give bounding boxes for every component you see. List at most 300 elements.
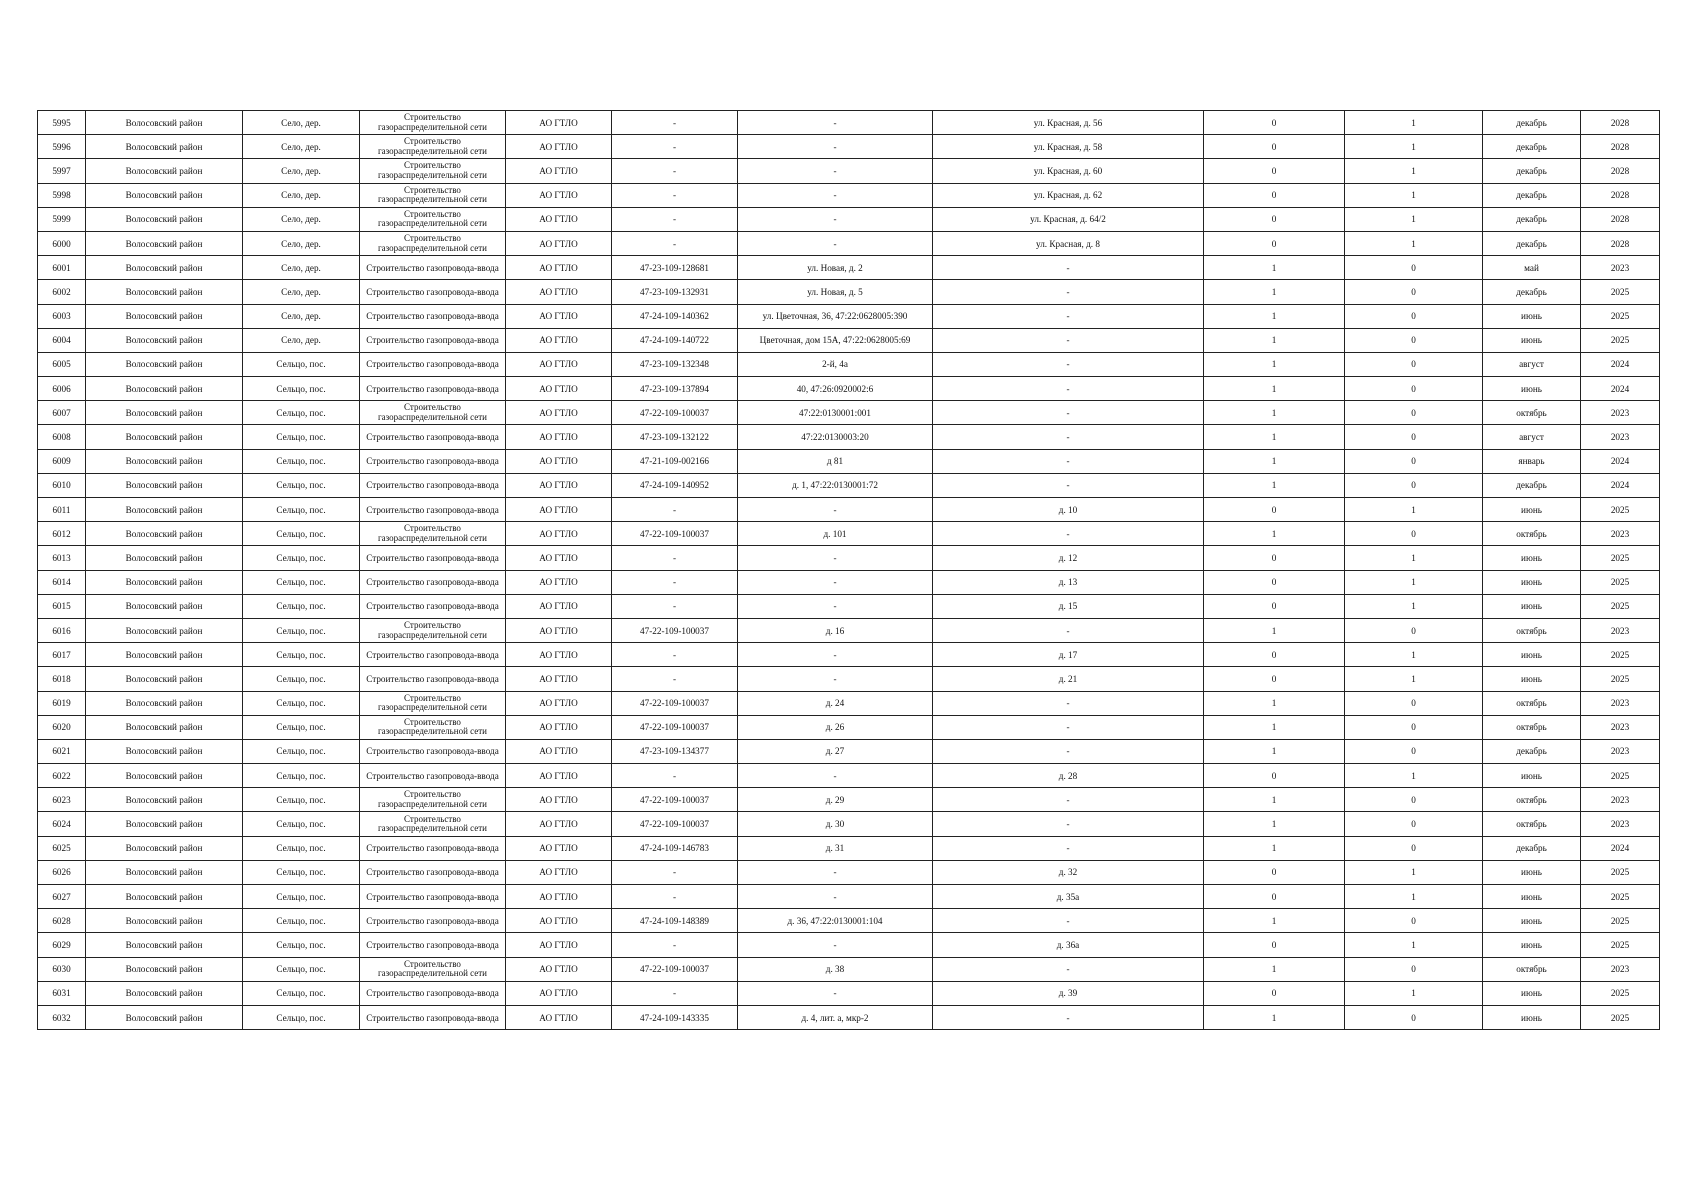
organization-cell: АО ГТЛО — [506, 836, 612, 860]
address-cell: ул. Новая, д. 5 — [738, 280, 933, 304]
planned-address-cell: д. 32 — [933, 860, 1204, 884]
planned-address-cell: - — [933, 1005, 1204, 1029]
row-number-cell: 6022 — [38, 764, 86, 788]
work-type-cell: Строительство газопровода-ввода — [360, 933, 506, 957]
count-a-cell: 0 — [1204, 135, 1345, 159]
planned-address-cell: ул. Красная, д. 58 — [933, 135, 1204, 159]
work-type-cell: Строительство газопровода-ввода — [360, 256, 506, 280]
count-b-cell: 1 — [1345, 570, 1483, 594]
district-cell: Волосовский район — [86, 715, 243, 739]
count-b-cell: 0 — [1345, 909, 1483, 933]
settlement-cell: Село, дер. — [243, 231, 360, 255]
address-cell: - — [738, 933, 933, 957]
table-row — [38, 643, 1660, 667]
year-cell: 2025 — [1581, 328, 1660, 352]
table-row — [38, 183, 1660, 207]
district-cell: Волосовский район — [86, 546, 243, 570]
count-a-cell: 1 — [1204, 691, 1345, 715]
table-row — [38, 449, 1660, 473]
work-type-cell: Строительство газораспределительной сети — [360, 159, 506, 183]
organization-cell: АО ГТЛО — [506, 570, 612, 594]
address-cell: 47:22:0130001:001 — [738, 401, 933, 425]
year-cell: 2025 — [1581, 764, 1660, 788]
planned-address-cell: ул. Красная, д. 56 — [933, 111, 1204, 135]
count-a-cell: 1 — [1204, 377, 1345, 401]
planned-address-cell: - — [933, 328, 1204, 352]
settlement-cell: Сельцо, пос. — [243, 788, 360, 812]
row-number-cell: 5996 — [38, 135, 86, 159]
address-cell: 40, 47:26:0920002:6 — [738, 377, 933, 401]
organization-cell: АО ГТЛО — [506, 280, 612, 304]
month-cell: июнь — [1483, 377, 1581, 401]
count-a-cell: 1 — [1204, 328, 1345, 352]
district-cell: Волосовский район — [86, 981, 243, 1005]
organization-cell: АО ГТЛО — [506, 207, 612, 231]
month-cell: декабрь — [1483, 207, 1581, 231]
table-row — [38, 715, 1660, 739]
row-number-cell: 6004 — [38, 328, 86, 352]
year-cell: 2025 — [1581, 546, 1660, 570]
contract-number-cell: 47-23-109-137894 — [612, 377, 738, 401]
count-b-cell: 1 — [1345, 981, 1483, 1005]
address-cell: д. 38 — [738, 957, 933, 981]
organization-cell: АО ГТЛО — [506, 981, 612, 1005]
planned-address-cell: - — [933, 812, 1204, 836]
contract-number-cell: 47-23-109-132122 — [612, 425, 738, 449]
address-cell: д 81 — [738, 449, 933, 473]
table-row — [38, 691, 1660, 715]
contract-number-cell: - — [612, 570, 738, 594]
row-number-cell: 6016 — [38, 618, 86, 642]
contract-number-cell: - — [612, 207, 738, 231]
table-row — [38, 377, 1660, 401]
address-cell: д. 101 — [738, 522, 933, 546]
month-cell: декабрь — [1483, 739, 1581, 763]
month-cell: июнь — [1483, 546, 1581, 570]
work-type-cell: Строительство газопровода-ввода — [360, 643, 506, 667]
planned-address-cell: - — [933, 473, 1204, 497]
planned-address-cell: - — [933, 280, 1204, 304]
address-cell: - — [738, 498, 933, 522]
address-cell: д. 1, 47:22:0130001:72 — [738, 473, 933, 497]
count-b-cell: 0 — [1345, 377, 1483, 401]
contract-number-cell: 47-24-109-140722 — [612, 328, 738, 352]
count-b-cell: 1 — [1345, 764, 1483, 788]
table-row — [38, 933, 1660, 957]
table-row — [38, 280, 1660, 304]
month-cell: октябрь — [1483, 691, 1581, 715]
settlement-cell: Сельцо, пос. — [243, 860, 360, 884]
count-a-cell: 1 — [1204, 401, 1345, 425]
row-number-cell: 6024 — [38, 812, 86, 836]
organization-cell: АО ГТЛО — [506, 256, 612, 280]
address-cell: - — [738, 231, 933, 255]
table-row — [38, 885, 1660, 909]
work-type-cell: Строительство газопровода-ввода — [360, 860, 506, 884]
planned-address-cell: д. 13 — [933, 570, 1204, 594]
month-cell: январь — [1483, 449, 1581, 473]
table-row — [38, 304, 1660, 328]
contract-number-cell: - — [612, 885, 738, 909]
district-cell: Волосовский район — [86, 836, 243, 860]
table-row — [38, 328, 1660, 352]
month-cell: июнь — [1483, 498, 1581, 522]
row-number-cell: 6012 — [38, 522, 86, 546]
planned-address-cell: - — [933, 449, 1204, 473]
address-cell: 47:22:0130003:20 — [738, 425, 933, 449]
work-type-cell: Строительство газораспределительной сети — [360, 135, 506, 159]
row-number-cell: 6001 — [38, 256, 86, 280]
table-row — [38, 473, 1660, 497]
work-type-cell: Строительство газопровода-ввода — [360, 570, 506, 594]
count-b-cell: 1 — [1345, 135, 1483, 159]
district-cell: Волосовский район — [86, 691, 243, 715]
address-cell: д. 16 — [738, 618, 933, 642]
year-cell: 2028 — [1581, 111, 1660, 135]
count-b-cell: 0 — [1345, 836, 1483, 860]
settlement-cell: Сельцо, пос. — [243, 715, 360, 739]
district-cell: Волосовский район — [86, 304, 243, 328]
count-a-cell: 1 — [1204, 449, 1345, 473]
planned-address-cell: - — [933, 304, 1204, 328]
work-type-cell: Строительство газопровода-ввода — [360, 473, 506, 497]
planned-address-cell: д. 36а — [933, 933, 1204, 957]
table-row — [38, 739, 1660, 763]
district-cell: Волосовский район — [86, 401, 243, 425]
row-number-cell: 6019 — [38, 691, 86, 715]
planned-address-cell: - — [933, 352, 1204, 376]
district-cell: Волосовский район — [86, 231, 243, 255]
work-type-cell: Строительство газопровода-ввода — [360, 981, 506, 1005]
count-b-cell: 0 — [1345, 401, 1483, 425]
settlement-cell: Сельцо, пос. — [243, 473, 360, 497]
contract-number-cell: - — [612, 111, 738, 135]
count-a-cell: 1 — [1204, 522, 1345, 546]
year-cell: 2024 — [1581, 473, 1660, 497]
year-cell: 2028 — [1581, 207, 1660, 231]
organization-cell: АО ГТЛО — [506, 449, 612, 473]
year-cell: 2025 — [1581, 280, 1660, 304]
row-number-cell: 6000 — [38, 231, 86, 255]
count-a-cell: 0 — [1204, 570, 1345, 594]
count-b-cell: 0 — [1345, 739, 1483, 763]
month-cell: декабрь — [1483, 159, 1581, 183]
count-b-cell: 1 — [1345, 159, 1483, 183]
district-cell: Волосовский район — [86, 739, 243, 763]
count-a-cell: 1 — [1204, 957, 1345, 981]
row-number-cell: 5997 — [38, 159, 86, 183]
contract-number-cell: - — [612, 933, 738, 957]
work-type-cell: Строительство газопровода-ввода — [360, 352, 506, 376]
row-number-cell: 6002 — [38, 280, 86, 304]
address-cell: - — [738, 885, 933, 909]
contract-number-cell: 47-21-109-002166 — [612, 449, 738, 473]
month-cell: июнь — [1483, 304, 1581, 328]
work-type-cell: Строительство газопровода-ввода — [360, 449, 506, 473]
planned-address-cell: - — [933, 522, 1204, 546]
settlement-cell: Село, дер. — [243, 328, 360, 352]
address-cell: д. 24 — [738, 691, 933, 715]
district-cell: Волосовский район — [86, 159, 243, 183]
address-cell: - — [738, 111, 933, 135]
count-b-cell: 0 — [1345, 1005, 1483, 1029]
settlement-cell: Сельцо, пос. — [243, 377, 360, 401]
row-number-cell: 6027 — [38, 885, 86, 909]
year-cell: 2025 — [1581, 570, 1660, 594]
work-type-cell: Строительство газораспределительной сети — [360, 522, 506, 546]
settlement-cell: Сельцо, пос. — [243, 933, 360, 957]
planned-address-cell: ул. Красная, д. 8 — [933, 231, 1204, 255]
table-row — [38, 522, 1660, 546]
contract-number-cell: - — [612, 135, 738, 159]
gasification-table — [37, 110, 1660, 1030]
district-cell: Волосовский район — [86, 764, 243, 788]
settlement-cell: Сельцо, пос. — [243, 498, 360, 522]
count-a-cell: 0 — [1204, 933, 1345, 957]
month-cell: октябрь — [1483, 715, 1581, 739]
work-type-cell: Строительство газораспределительной сети — [360, 691, 506, 715]
row-number-cell: 5999 — [38, 207, 86, 231]
district-cell: Волосовский район — [86, 812, 243, 836]
count-b-cell: 1 — [1345, 885, 1483, 909]
district-cell: Волосовский район — [86, 135, 243, 159]
contract-number-cell: 47-22-109-100037 — [612, 618, 738, 642]
table-row — [38, 764, 1660, 788]
year-cell: 2028 — [1581, 135, 1660, 159]
month-cell: декабрь — [1483, 183, 1581, 207]
district-cell: Волосовский район — [86, 1005, 243, 1029]
month-cell: июнь — [1483, 933, 1581, 957]
district-cell: Волосовский район — [86, 643, 243, 667]
year-cell: 2025 — [1581, 933, 1660, 957]
month-cell: май — [1483, 256, 1581, 280]
work-type-cell: Строительство газопровода-ввода — [360, 304, 506, 328]
settlement-cell: Сельцо, пос. — [243, 981, 360, 1005]
year-cell: 2023 — [1581, 522, 1660, 546]
table-row — [38, 957, 1660, 981]
count-a-cell: 0 — [1204, 643, 1345, 667]
organization-cell: АО ГТЛО — [506, 159, 612, 183]
district-cell: Волосовский район — [86, 183, 243, 207]
address-cell: - — [738, 207, 933, 231]
month-cell: октябрь — [1483, 618, 1581, 642]
count-b-cell: 0 — [1345, 328, 1483, 352]
month-cell: октябрь — [1483, 957, 1581, 981]
organization-cell: АО ГТЛО — [506, 909, 612, 933]
month-cell: июнь — [1483, 328, 1581, 352]
planned-address-cell: - — [933, 401, 1204, 425]
contract-number-cell: - — [612, 546, 738, 570]
row-number-cell: 6007 — [38, 401, 86, 425]
contract-number-cell: - — [612, 764, 738, 788]
planned-address-cell: - — [933, 691, 1204, 715]
address-cell: д. 26 — [738, 715, 933, 739]
planned-address-cell: - — [933, 256, 1204, 280]
planned-address-cell: ул. Красная, д. 64/2 — [933, 207, 1204, 231]
work-type-cell: Строительство газораспределительной сети — [360, 207, 506, 231]
district-cell: Волосовский район — [86, 280, 243, 304]
year-cell: 2028 — [1581, 159, 1660, 183]
planned-address-cell: д. 10 — [933, 498, 1204, 522]
settlement-cell: Сельцо, пос. — [243, 909, 360, 933]
row-number-cell: 6006 — [38, 377, 86, 401]
year-cell: 2023 — [1581, 788, 1660, 812]
address-cell: д. 30 — [738, 812, 933, 836]
settlement-cell: Село, дер. — [243, 111, 360, 135]
address-cell: Цветочная, дом 15А, 47:22:0628005:69 — [738, 328, 933, 352]
district-cell: Волосовский район — [86, 933, 243, 957]
settlement-cell: Сельцо, пос. — [243, 1005, 360, 1029]
work-type-cell: Строительство газопровода-ввода — [360, 377, 506, 401]
month-cell: июнь — [1483, 570, 1581, 594]
count-b-cell: 0 — [1345, 957, 1483, 981]
count-a-cell: 0 — [1204, 860, 1345, 884]
address-cell: д. 31 — [738, 836, 933, 860]
table-row — [38, 546, 1660, 570]
organization-cell: АО ГТЛО — [506, 618, 612, 642]
row-number-cell: 6032 — [38, 1005, 86, 1029]
year-cell: 2025 — [1581, 1005, 1660, 1029]
table-row — [38, 812, 1660, 836]
planned-address-cell: д. 17 — [933, 643, 1204, 667]
count-b-cell: 0 — [1345, 280, 1483, 304]
work-type-cell: Строительство газопровода-ввода — [360, 1005, 506, 1029]
settlement-cell: Сельцо, пос. — [243, 691, 360, 715]
district-cell: Волосовский район — [86, 594, 243, 618]
settlement-cell: Село, дер. — [243, 304, 360, 328]
organization-cell: АО ГТЛО — [506, 425, 612, 449]
planned-address-cell: - — [933, 425, 1204, 449]
row-number-cell: 6031 — [38, 981, 86, 1005]
address-cell: ул. Цветочная, 36, 47:22:0628005:390 — [738, 304, 933, 328]
row-number-cell: 5995 — [38, 111, 86, 135]
year-cell: 2028 — [1581, 231, 1660, 255]
count-a-cell: 1 — [1204, 280, 1345, 304]
organization-cell: АО ГТЛО — [506, 739, 612, 763]
year-cell: 2023 — [1581, 401, 1660, 425]
count-b-cell: 1 — [1345, 860, 1483, 884]
row-number-cell: 6017 — [38, 643, 86, 667]
district-cell: Волосовский район — [86, 207, 243, 231]
planned-address-cell: ул. Красная, д. 62 — [933, 183, 1204, 207]
organization-cell: АО ГТЛО — [506, 691, 612, 715]
organization-cell: АО ГТЛО — [506, 764, 612, 788]
year-cell: 2025 — [1581, 643, 1660, 667]
row-number-cell: 6026 — [38, 860, 86, 884]
organization-cell: АО ГТЛО — [506, 885, 612, 909]
year-cell: 2025 — [1581, 860, 1660, 884]
year-cell: 2024 — [1581, 449, 1660, 473]
contract-number-cell: 47-23-109-132348 — [612, 352, 738, 376]
count-b-cell: 1 — [1345, 231, 1483, 255]
month-cell: июнь — [1483, 594, 1581, 618]
organization-cell: АО ГТЛО — [506, 1005, 612, 1029]
table-row — [38, 498, 1660, 522]
count-b-cell: 0 — [1345, 715, 1483, 739]
organization-cell: АО ГТЛО — [506, 812, 612, 836]
address-cell: ул. Новая, д. 2 — [738, 256, 933, 280]
count-b-cell: 1 — [1345, 594, 1483, 618]
contract-number-cell: - — [612, 667, 738, 691]
settlement-cell: Сельцо, пос. — [243, 618, 360, 642]
district-cell: Волосовский район — [86, 618, 243, 642]
organization-cell: АО ГТЛО — [506, 788, 612, 812]
year-cell: 2024 — [1581, 377, 1660, 401]
district-cell: Волосовский район — [86, 328, 243, 352]
planned-address-cell: - — [933, 788, 1204, 812]
year-cell: 2025 — [1581, 885, 1660, 909]
row-number-cell: 6010 — [38, 473, 86, 497]
work-type-cell: Строительство газораспределительной сети — [360, 618, 506, 642]
count-b-cell: 0 — [1345, 256, 1483, 280]
month-cell: декабрь — [1483, 111, 1581, 135]
table-row — [38, 231, 1660, 255]
address-cell: - — [738, 570, 933, 594]
settlement-cell: Сельцо, пос. — [243, 667, 360, 691]
table-row — [38, 594, 1660, 618]
month-cell: август — [1483, 425, 1581, 449]
settlement-cell: Сельцо, пос. — [243, 570, 360, 594]
settlement-cell: Село, дер. — [243, 256, 360, 280]
month-cell: июнь — [1483, 885, 1581, 909]
settlement-cell: Сельцо, пос. — [243, 594, 360, 618]
count-a-cell: 0 — [1204, 159, 1345, 183]
row-number-cell: 6018 — [38, 667, 86, 691]
table-row — [38, 667, 1660, 691]
year-cell: 2023 — [1581, 739, 1660, 763]
address-cell: 2-й, 4а — [738, 352, 933, 376]
organization-cell: АО ГТЛО — [506, 473, 612, 497]
count-a-cell: 1 — [1204, 909, 1345, 933]
district-cell: Волосовский район — [86, 570, 243, 594]
district-cell: Волосовский район — [86, 449, 243, 473]
count-a-cell: 0 — [1204, 207, 1345, 231]
contract-number-cell: 47-24-109-140952 — [612, 473, 738, 497]
row-number-cell: 6009 — [38, 449, 86, 473]
work-type-cell: Строительство газопровода-ввода — [360, 546, 506, 570]
address-cell: - — [738, 546, 933, 570]
organization-cell: АО ГТЛО — [506, 111, 612, 135]
table-row — [38, 401, 1660, 425]
organization-cell: АО ГТЛО — [506, 377, 612, 401]
count-a-cell: 0 — [1204, 981, 1345, 1005]
count-b-cell: 0 — [1345, 304, 1483, 328]
organization-cell: АО ГТЛО — [506, 401, 612, 425]
contract-number-cell: 47-22-109-100037 — [612, 691, 738, 715]
address-cell: - — [738, 860, 933, 884]
planned-address-cell: д. 35а — [933, 885, 1204, 909]
planned-address-cell: д. 15 — [933, 594, 1204, 618]
work-type-cell: Строительство газопровода-ввода — [360, 594, 506, 618]
table-row — [38, 135, 1660, 159]
count-a-cell: 1 — [1204, 739, 1345, 763]
settlement-cell: Сельцо, пос. — [243, 425, 360, 449]
settlement-cell: Сельцо, пос. — [243, 352, 360, 376]
year-cell: 2023 — [1581, 957, 1660, 981]
work-type-cell: Строительство газопровода-ввода — [360, 667, 506, 691]
organization-cell: АО ГТЛО — [506, 860, 612, 884]
year-cell: 2023 — [1581, 425, 1660, 449]
work-type-cell: Строительство газопровода-ввода — [360, 885, 506, 909]
work-type-cell: Строительство газопровода-ввода — [360, 764, 506, 788]
contract-number-cell: 47-24-109-140362 — [612, 304, 738, 328]
table-row — [38, 570, 1660, 594]
contract-number-cell: 47-24-109-146783 — [612, 836, 738, 860]
settlement-cell: Село, дер. — [243, 135, 360, 159]
address-cell: - — [738, 135, 933, 159]
table-row — [38, 788, 1660, 812]
address-cell: д. 29 — [738, 788, 933, 812]
